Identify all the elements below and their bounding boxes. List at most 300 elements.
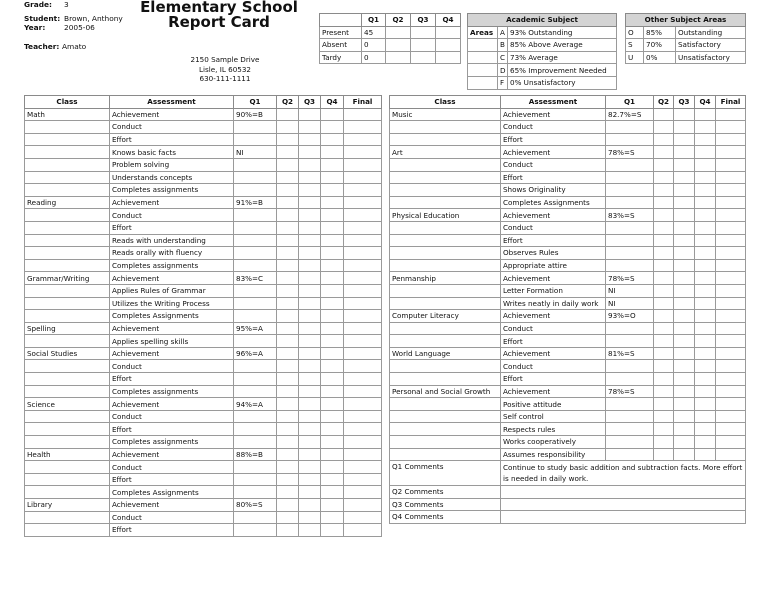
right-table-row bbox=[390, 108, 746, 121]
q4-grade-cell bbox=[321, 322, 344, 335]
assessment-cell: Conduct bbox=[501, 221, 606, 234]
q3-grade-cell bbox=[299, 448, 321, 461]
q2-grade-cell bbox=[654, 436, 674, 449]
q2-grade-cell bbox=[277, 436, 299, 449]
q1-grade-cell bbox=[234, 209, 277, 222]
grades-table-right bbox=[389, 95, 746, 524]
other-key-cell: S bbox=[626, 39, 644, 52]
q2-grade-cell bbox=[277, 410, 299, 423]
q1-grade-cell bbox=[234, 436, 277, 449]
class-cell bbox=[390, 360, 501, 373]
q3-grade-cell bbox=[299, 184, 321, 197]
q3-grade-cell bbox=[674, 221, 695, 234]
q1-grade-cell: 78%=S bbox=[606, 385, 654, 398]
other-key-cell: U bbox=[626, 51, 644, 64]
q2-grade-cell bbox=[654, 221, 674, 234]
academic-key-cell bbox=[468, 39, 498, 52]
class-cell bbox=[25, 121, 110, 134]
final-grade-cell bbox=[716, 171, 746, 184]
final-grade-cell bbox=[716, 146, 746, 159]
q3-grade-cell bbox=[299, 511, 321, 524]
class-cell bbox=[25, 360, 110, 373]
q2-grade-cell bbox=[654, 310, 674, 323]
q1-grade-cell bbox=[606, 121, 654, 134]
other-key-cell: Satisfactory bbox=[676, 39, 746, 52]
comment-label: Q1 Comments bbox=[390, 461, 501, 486]
q2-grade-cell bbox=[654, 234, 674, 247]
q1-grade-cell bbox=[606, 259, 654, 272]
q2-grade-cell bbox=[277, 423, 299, 436]
final-grade-cell bbox=[716, 158, 746, 171]
q3-grade-cell bbox=[674, 184, 695, 197]
class-cell bbox=[25, 461, 110, 474]
right-table-col-header: Class bbox=[390, 96, 501, 109]
q2-grade-cell bbox=[654, 297, 674, 310]
assessment-cell: Conduct bbox=[110, 209, 234, 222]
q2-grade-cell bbox=[277, 524, 299, 537]
q1-grade-cell: 88%=B bbox=[234, 448, 277, 461]
q4-grade-cell bbox=[695, 108, 716, 121]
q3-grade-cell bbox=[299, 284, 321, 297]
assessment-cell: Applies spelling skills bbox=[110, 335, 234, 348]
class-cell bbox=[25, 259, 110, 272]
final-grade-cell bbox=[344, 171, 382, 184]
assessment-cell: Completes Assignments bbox=[110, 310, 234, 323]
q1-grade-cell bbox=[606, 448, 654, 461]
q1-grade-cell: 95%=A bbox=[234, 322, 277, 335]
left-table-row bbox=[25, 133, 382, 146]
attendance-col-header: Q4 bbox=[436, 14, 461, 27]
class-cell bbox=[25, 473, 110, 486]
q2-grade-cell bbox=[654, 284, 674, 297]
q3-grade-cell bbox=[299, 272, 321, 285]
academic-key-cell: 85% Above Average bbox=[508, 39, 617, 52]
q3-grade-cell bbox=[674, 410, 695, 423]
q1-grade-cell bbox=[234, 524, 277, 537]
year-value: 2005-06 bbox=[64, 23, 95, 32]
q2-grade-cell bbox=[654, 385, 674, 398]
other-key-row bbox=[626, 26, 746, 39]
right-table-row bbox=[390, 310, 746, 323]
class-cell bbox=[390, 322, 501, 335]
attendance-col-header: Q2 bbox=[386, 14, 411, 27]
assessment-cell: Conduct bbox=[110, 461, 234, 474]
q4-grade-cell bbox=[321, 184, 344, 197]
q3-grade-cell bbox=[674, 310, 695, 323]
student-label: Student: bbox=[24, 14, 61, 23]
q1-grade-cell bbox=[234, 221, 277, 234]
q1-grade-cell bbox=[234, 486, 277, 499]
q2-grade-cell bbox=[277, 121, 299, 134]
assessment-cell: Problem solving bbox=[110, 158, 234, 171]
assessment-cell: Reads orally with fluency bbox=[110, 247, 234, 260]
assessment-cell: Respects rules bbox=[501, 423, 606, 436]
right-table-col-header: Assessment bbox=[501, 96, 606, 109]
q3-grade-cell bbox=[674, 146, 695, 159]
right-table-row bbox=[390, 373, 746, 386]
final-grade-cell bbox=[344, 423, 382, 436]
right-table-row bbox=[390, 158, 746, 171]
q2-grade-cell bbox=[277, 108, 299, 121]
academic-key-cell: A bbox=[498, 26, 508, 39]
assessment-cell: Works cooperatively bbox=[501, 436, 606, 449]
q4-grade-cell bbox=[321, 335, 344, 348]
assessment-cell: Achievement bbox=[501, 209, 606, 222]
right-table-row bbox=[390, 209, 746, 222]
class-cell bbox=[390, 436, 501, 449]
assessment-cell: Appropriate attire bbox=[501, 259, 606, 272]
class-cell bbox=[390, 398, 501, 411]
q2-grade-cell bbox=[277, 146, 299, 159]
class-cell: Art bbox=[390, 146, 501, 159]
final-grade-cell bbox=[716, 221, 746, 234]
q3-grade-cell bbox=[674, 335, 695, 348]
class-cell: Math bbox=[25, 108, 110, 121]
q4-grade-cell bbox=[321, 133, 344, 146]
final-grade-cell bbox=[716, 247, 746, 260]
q2-grade-cell bbox=[277, 234, 299, 247]
q4-grade-cell bbox=[321, 473, 344, 486]
attendance-cell bbox=[411, 51, 436, 64]
q4-grade-cell bbox=[321, 297, 344, 310]
other-grading-key bbox=[625, 13, 746, 64]
q3-grade-cell bbox=[299, 259, 321, 272]
assessment-cell: Completes assignments bbox=[110, 259, 234, 272]
q1-grade-cell bbox=[606, 221, 654, 234]
final-grade-cell bbox=[344, 196, 382, 209]
q2-grade-cell bbox=[654, 259, 674, 272]
q1-grade-cell bbox=[606, 423, 654, 436]
q1-grade-cell: 78%=S bbox=[606, 272, 654, 285]
assessment-cell: Achievement bbox=[110, 398, 234, 411]
other-key-cell: 70% bbox=[644, 39, 676, 52]
q4-grade-cell bbox=[695, 410, 716, 423]
q1-grade-cell: 83%=S bbox=[606, 209, 654, 222]
q2-grade-cell bbox=[654, 184, 674, 197]
academic-grading-key bbox=[467, 13, 617, 90]
academic-key-cell bbox=[468, 76, 498, 89]
assessment-cell: Effort bbox=[501, 234, 606, 247]
attendance-cell: 45 bbox=[362, 26, 386, 39]
q4-grade-cell bbox=[695, 121, 716, 134]
assessment-cell: Effort bbox=[110, 473, 234, 486]
q3-grade-cell bbox=[674, 259, 695, 272]
right-table-row bbox=[390, 221, 746, 234]
q2-grade-cell bbox=[277, 171, 299, 184]
final-grade-cell bbox=[344, 398, 382, 411]
q4-grade-cell bbox=[321, 524, 344, 537]
comment-text: Continue to study basic addition and subtraction facts. More effort is needed in daily work. bbox=[501, 461, 746, 486]
final-grade-cell bbox=[344, 146, 382, 159]
q2-grade-cell bbox=[277, 511, 299, 524]
left-table-row bbox=[25, 272, 382, 285]
academic-key-cell: 65% Improvement Needed bbox=[508, 64, 617, 77]
assessment-cell: Effort bbox=[501, 171, 606, 184]
class-cell bbox=[25, 385, 110, 398]
attendance-col-header bbox=[320, 14, 362, 27]
q3-grade-cell bbox=[674, 373, 695, 386]
class-cell bbox=[25, 410, 110, 423]
q1-grade-cell bbox=[234, 297, 277, 310]
q4-grade-cell bbox=[695, 171, 716, 184]
assessment-cell: Effort bbox=[110, 524, 234, 537]
assessment-cell: Conduct bbox=[110, 360, 234, 373]
final-grade-cell bbox=[344, 360, 382, 373]
assessment-cell: Effort bbox=[501, 133, 606, 146]
q2-grade-cell bbox=[654, 272, 674, 285]
q3-grade-cell bbox=[299, 524, 321, 537]
class-cell: Personal and Social Growth bbox=[390, 385, 501, 398]
final-grade-cell bbox=[344, 486, 382, 499]
q4-grade-cell bbox=[695, 423, 716, 436]
q1-grade-cell bbox=[606, 360, 654, 373]
q1-grade-cell: 82.7%=S bbox=[606, 108, 654, 121]
left-table-row bbox=[25, 448, 382, 461]
final-grade-cell bbox=[344, 158, 382, 171]
q1-grade-cell bbox=[234, 373, 277, 386]
assessment-cell: Achievement bbox=[110, 347, 234, 360]
attendance-row bbox=[320, 26, 461, 39]
final-grade-cell bbox=[716, 108, 746, 121]
other-key-row bbox=[626, 51, 746, 64]
right-table-row bbox=[390, 272, 746, 285]
q3-grade-cell bbox=[299, 146, 321, 159]
final-grade-cell bbox=[716, 335, 746, 348]
right-table-row bbox=[390, 234, 746, 247]
q1-grade-cell bbox=[606, 247, 654, 260]
q2-grade-cell bbox=[654, 121, 674, 134]
final-grade-cell bbox=[344, 524, 382, 537]
right-table-row bbox=[390, 184, 746, 197]
q4-grade-cell bbox=[321, 221, 344, 234]
class-cell bbox=[25, 221, 110, 234]
comment-label: Q3 Comments bbox=[390, 498, 501, 511]
q1-grade-cell bbox=[606, 373, 654, 386]
q1-grade-cell bbox=[234, 511, 277, 524]
q2-grade-cell bbox=[277, 158, 299, 171]
q2-grade-cell bbox=[277, 398, 299, 411]
q4-grade-cell bbox=[321, 272, 344, 285]
left-table-col-header: Q3 bbox=[299, 96, 321, 109]
class-cell: Reading bbox=[25, 196, 110, 209]
left-table-row bbox=[25, 373, 382, 386]
other-key-cell: O bbox=[626, 26, 644, 39]
assessment-cell: Positive attitude bbox=[501, 398, 606, 411]
address-line: 630-111-1111 bbox=[199, 74, 251, 83]
q2-grade-cell bbox=[277, 184, 299, 197]
assessment-cell: Conduct bbox=[110, 511, 234, 524]
left-table-col-header: Class bbox=[25, 96, 110, 109]
attendance-cell bbox=[411, 26, 436, 39]
class-cell: Spelling bbox=[25, 322, 110, 335]
q1-grade-cell bbox=[234, 461, 277, 474]
class-cell bbox=[25, 436, 110, 449]
right-table-col-header: Final bbox=[716, 96, 746, 109]
final-grade-cell bbox=[344, 184, 382, 197]
assessment-cell: Achievement bbox=[110, 196, 234, 209]
q2-grade-cell bbox=[654, 158, 674, 171]
q3-grade-cell bbox=[674, 448, 695, 461]
left-table-row bbox=[25, 196, 382, 209]
academic-key-cell: 73% Average bbox=[508, 51, 617, 64]
final-grade-cell bbox=[344, 511, 382, 524]
q2-grade-cell bbox=[654, 322, 674, 335]
q1-grade-cell: 81%=S bbox=[606, 347, 654, 360]
right-table-row bbox=[390, 259, 746, 272]
q2-grade-cell bbox=[654, 423, 674, 436]
right-table-row bbox=[390, 284, 746, 297]
right-table-row bbox=[390, 410, 746, 423]
attendance-cell bbox=[436, 51, 461, 64]
class-cell bbox=[25, 284, 110, 297]
q2-grade-cell bbox=[654, 373, 674, 386]
q4-grade-cell bbox=[695, 385, 716, 398]
q2-grade-cell bbox=[654, 146, 674, 159]
left-table-row bbox=[25, 108, 382, 121]
class-cell bbox=[390, 284, 501, 297]
q3-grade-cell bbox=[674, 272, 695, 285]
attendance-cell: 0 bbox=[362, 39, 386, 52]
right-table-row bbox=[390, 121, 746, 134]
q4-grade-cell bbox=[321, 247, 344, 260]
academic-key-row bbox=[468, 76, 617, 89]
academic-key-row bbox=[468, 26, 617, 39]
class-cell: Social Studies bbox=[25, 347, 110, 360]
q1-grade-cell bbox=[234, 360, 277, 373]
final-grade-cell bbox=[716, 209, 746, 222]
q3-grade-cell bbox=[299, 385, 321, 398]
q3-grade-cell bbox=[299, 398, 321, 411]
q4-grade-cell bbox=[321, 461, 344, 474]
q4-grade-cell bbox=[695, 360, 716, 373]
q1-grade-cell: 80%=S bbox=[234, 499, 277, 512]
assessment-cell: Achievement bbox=[501, 385, 606, 398]
comment-label: Q2 Comments bbox=[390, 486, 501, 499]
assessment-cell: Effort bbox=[501, 335, 606, 348]
final-grade-cell bbox=[716, 234, 746, 247]
final-grade-cell bbox=[716, 385, 746, 398]
q4-grade-cell bbox=[321, 171, 344, 184]
comment-row bbox=[390, 461, 746, 486]
q3-grade-cell bbox=[674, 423, 695, 436]
attendance-cell bbox=[386, 39, 411, 52]
q3-grade-cell bbox=[674, 297, 695, 310]
final-grade-cell bbox=[716, 284, 746, 297]
q4-grade-cell bbox=[695, 448, 716, 461]
q3-grade-cell bbox=[674, 322, 695, 335]
final-grade-cell bbox=[716, 373, 746, 386]
final-grade-cell bbox=[344, 259, 382, 272]
left-table-row bbox=[25, 234, 382, 247]
q4-grade-cell bbox=[695, 247, 716, 260]
q3-grade-cell bbox=[674, 209, 695, 222]
q4-grade-cell bbox=[695, 196, 716, 209]
class-cell bbox=[25, 511, 110, 524]
q4-grade-cell bbox=[695, 322, 716, 335]
left-table-row bbox=[25, 171, 382, 184]
q3-grade-cell bbox=[299, 473, 321, 486]
school-address bbox=[160, 55, 290, 84]
left-table-col-header: Q4 bbox=[321, 96, 344, 109]
academic-key-row bbox=[468, 64, 617, 77]
right-table-row bbox=[390, 297, 746, 310]
final-grade-cell bbox=[344, 461, 382, 474]
q3-grade-cell bbox=[299, 121, 321, 134]
q2-grade-cell bbox=[654, 209, 674, 222]
q4-grade-cell bbox=[695, 297, 716, 310]
q3-grade-cell bbox=[674, 360, 695, 373]
right-table-row bbox=[390, 448, 746, 461]
final-grade-cell bbox=[716, 360, 746, 373]
q3-grade-cell bbox=[299, 322, 321, 335]
comment-text bbox=[501, 486, 746, 499]
attendance-col-header: Q3 bbox=[411, 14, 436, 27]
q4-grade-cell bbox=[321, 347, 344, 360]
left-table-row bbox=[25, 221, 382, 234]
assessment-cell: Effort bbox=[501, 373, 606, 386]
q2-grade-cell bbox=[277, 347, 299, 360]
class-cell bbox=[25, 335, 110, 348]
q2-grade-cell bbox=[654, 347, 674, 360]
left-table-row bbox=[25, 524, 382, 537]
attendance-cell bbox=[436, 26, 461, 39]
attendance-table bbox=[319, 13, 461, 64]
right-table-col-header: Q3 bbox=[674, 96, 695, 109]
assessment-cell: Achievement bbox=[501, 310, 606, 323]
academic-key-cell: C bbox=[498, 51, 508, 64]
q4-grade-cell bbox=[321, 310, 344, 323]
q4-grade-cell bbox=[695, 209, 716, 222]
q3-grade-cell bbox=[299, 410, 321, 423]
attendance-row bbox=[320, 51, 461, 64]
assessment-cell: Understands concepts bbox=[110, 171, 234, 184]
assessment-cell: Completes assignments bbox=[110, 436, 234, 449]
final-grade-cell bbox=[716, 347, 746, 360]
class-cell bbox=[25, 524, 110, 537]
class-cell bbox=[390, 158, 501, 171]
q3-grade-cell bbox=[674, 171, 695, 184]
right-table-col-header: Q2 bbox=[654, 96, 674, 109]
assessment-cell: Assumes responsibility bbox=[501, 448, 606, 461]
final-grade-cell bbox=[344, 322, 382, 335]
final-grade-cell bbox=[344, 284, 382, 297]
academic-key-cell: F bbox=[498, 76, 508, 89]
left-table-row bbox=[25, 461, 382, 474]
assessment-cell: Achievement bbox=[110, 448, 234, 461]
comment-row bbox=[390, 486, 746, 499]
teacher-value: Amato bbox=[62, 42, 87, 51]
class-cell bbox=[25, 247, 110, 260]
class-cell: Penmanship bbox=[390, 272, 501, 285]
final-grade-cell bbox=[716, 272, 746, 285]
q1-grade-cell bbox=[606, 184, 654, 197]
final-grade-cell bbox=[344, 373, 382, 386]
left-table-row bbox=[25, 184, 382, 197]
attendance-cell: Absent bbox=[320, 39, 362, 52]
q2-grade-cell bbox=[654, 335, 674, 348]
q3-grade-cell bbox=[674, 247, 695, 260]
q3-grade-cell bbox=[299, 221, 321, 234]
q2-grade-cell bbox=[277, 473, 299, 486]
assessment-cell: Achievement bbox=[501, 146, 606, 159]
assessment-cell: Completes assignments bbox=[110, 184, 234, 197]
q2-grade-cell bbox=[277, 385, 299, 398]
q4-grade-cell bbox=[695, 284, 716, 297]
q1-grade-cell bbox=[234, 410, 277, 423]
q4-grade-cell bbox=[695, 221, 716, 234]
class-cell bbox=[25, 234, 110, 247]
final-grade-cell bbox=[344, 234, 382, 247]
